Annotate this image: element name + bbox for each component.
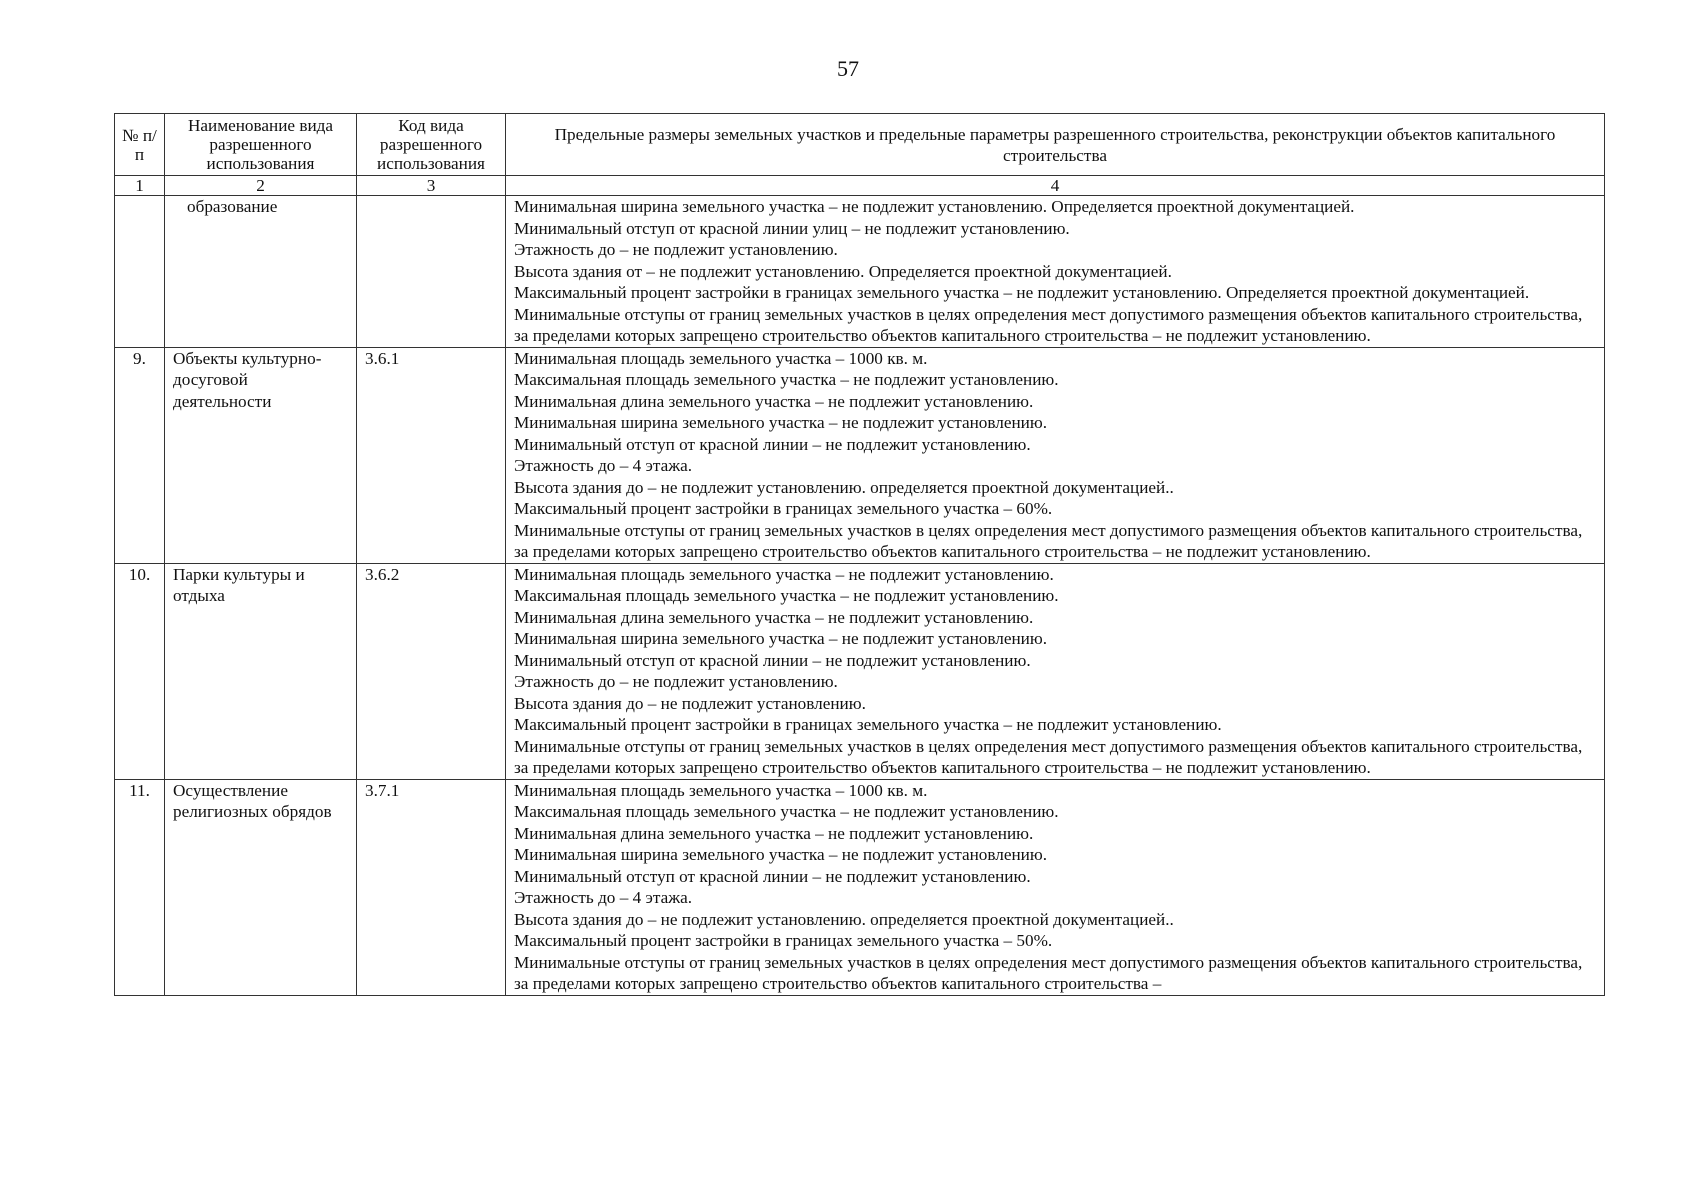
row-number <box>115 196 165 348</box>
use-code <box>357 196 506 348</box>
column-number: 3 <box>357 176 506 196</box>
parameter-line: Минимальная площадь земельного участка – 1000 кв. м. <box>514 780 928 800</box>
parameter-line: Минимальная ширина земельного участка – не подлежит установлению. <box>514 629 1048 648</box>
parameter-line: Этажность до – 4 этажа. <box>514 888 693 907</box>
use-name: Парки культуры и отдыха <box>165 563 357 779</box>
parameter-line: Минимальные отступы от границ земельных участков в целях определения мест допустимого размещения объектов капитального строительства, за пределами которых запрещено строительство объектов капитального строительства – <box>514 952 1583 993</box>
table-row <box>115 347 1605 563</box>
parameter-line: Высота здания от – не подлежит установлению. Определяется проектной документацией. <box>514 261 1172 281</box>
parameter-line: Минимальные отступы от границ земельных участков в целях определения мест допустимого размещения объектов капитального строительства, за пределами которых запрещено строительство объектов капитального строительства – не подлежит установлению. <box>514 520 1583 561</box>
parameter-line: Максимальная площадь земельного участка – не подлежит установлению. <box>514 370 1059 389</box>
table-row <box>115 779 1605 995</box>
table-row <box>115 563 1605 779</box>
parameter-line: Минимальная длина земельного участка – не подлежит установлению. <box>514 607 1034 627</box>
parameter-line: Минимальная площадь земельного участка – не подлежит установлению. <box>514 564 1054 584</box>
use-name-text: образование <box>187 197 278 216</box>
use-code: 3.7.1 <box>357 779 506 995</box>
parameter-line: Высота здания до – не подлежит установлению. <box>514 693 866 713</box>
parameter-line: Этажность до – не подлежит установлению. <box>514 240 838 259</box>
header-parameters: Предельные размеры земельных участков и предельные параметры разрешенного строительства, реконструкции объектов капитального строительства <box>506 114 1605 176</box>
parameter-line: Максимальный процент застройки в границах земельного участка – не подлежит установлению. <box>514 715 1222 734</box>
column-number: 4 <box>506 176 1605 196</box>
parameters <box>506 347 1605 563</box>
row-number: 11. <box>115 779 165 995</box>
parameter-line: Минимальная длина земельного участка – не подлежит установлению. <box>514 391 1034 411</box>
parameter-line: Максимальная площадь земельного участка – не подлежит установлению. <box>514 802 1059 821</box>
parameter-line: Минимальная ширина земельного участка – не подлежит установлению. <box>514 845 1048 864</box>
parameter-line: Этажность до – не подлежит установлению. <box>514 672 838 691</box>
column-number: 2 <box>165 176 357 196</box>
parameters <box>506 196 1605 348</box>
header-use-code: Код вида разрешенного использования <box>357 114 506 176</box>
column-number: 1 <box>115 176 165 196</box>
use-code: 3.6.1 <box>357 347 506 563</box>
parameter-line: Максимальный процент застройки в границах земельного участка – 60%. <box>514 499 1053 518</box>
parameter-line: Минимальные отступы от границ земельных участков в целях определения мест допустимого размещения объектов капитального строительства, за пределами которых запрещено строительство объектов капитального строительства – не подлежит установлению. <box>514 304 1583 345</box>
parameter-line: Минимальный отступ от красной линии – не подлежит установлению. <box>514 866 1031 886</box>
parameter-line: Минимальный отступ от красной линии – не подлежит установлению. <box>514 434 1031 454</box>
header-use-name: Наименование вида разрешенного использования <box>165 114 357 176</box>
parameter-line: Высота здания до – не подлежит установлению. определяется проектной документацией.. <box>514 477 1174 497</box>
regulations-table <box>114 113 1605 996</box>
header-row <box>115 114 1605 176</box>
parameter-line: Этажность до – 4 этажа. <box>514 456 693 475</box>
parameter-line: Минимальная ширина земельного участка – не подлежит установлению. Определяется проектной документацией. <box>514 197 1355 216</box>
use-name: Осуществление религиозных обрядов <box>165 779 357 995</box>
use-name <box>165 196 357 348</box>
parameter-line: Минимальный отступ от красной линии улиц – не подлежит установлению. <box>514 218 1070 238</box>
row-number: 9. <box>115 347 165 563</box>
table-row <box>115 196 1605 348</box>
header-number: № п/п <box>115 114 165 176</box>
parameters <box>506 563 1605 779</box>
parameter-line: Минимальный отступ от красной линии – не подлежит установлению. <box>514 650 1031 670</box>
page-number: 57 <box>837 56 859 81</box>
parameters <box>506 779 1605 995</box>
parameter-line: Максимальный процент застройки в границах земельного участка – не подлежит установлению. Определяется проектной документацией. <box>514 283 1530 302</box>
use-code: 3.6.2 <box>357 563 506 779</box>
parameter-line: Минимальная ширина земельного участка – не подлежит установлению. <box>514 413 1048 432</box>
parameter-line: Минимальные отступы от границ земельных участков в целях определения мест допустимого размещения объектов капитального строительства, за пределами которых запрещено строительство объектов капитального строительства – не подлежит установлению. <box>514 736 1583 777</box>
parameter-line: Высота здания до – не подлежит установлению. определяется проектной документацией.. <box>514 909 1174 929</box>
row-number: 10. <box>115 563 165 779</box>
parameter-line: Минимальная площадь земельного участка – 1000 кв. м. <box>514 348 928 368</box>
parameter-line: Минимальная длина земельного участка – не подлежит установлению. <box>514 823 1034 843</box>
parameter-line: Максимальная площадь земельного участка – не подлежит установлению. <box>514 586 1059 605</box>
use-name: Объекты культурно-досуговой деятельности <box>165 347 357 563</box>
column-number-row <box>115 176 1605 196</box>
table-body <box>115 196 1605 996</box>
parameter-line: Максимальный процент застройки в границах земельного участка – 50%. <box>514 931 1053 950</box>
